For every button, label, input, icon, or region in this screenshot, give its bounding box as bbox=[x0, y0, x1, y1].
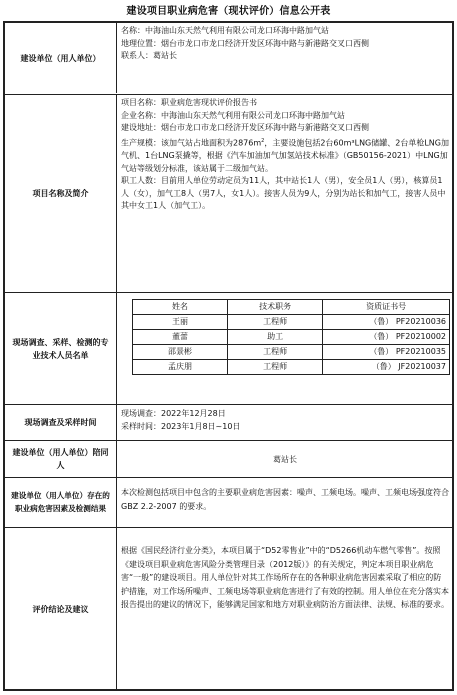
hazards-label: 建设单位（用人单位）存在的职业病危害因素及检测结果 bbox=[5, 478, 117, 527]
row-hazards bbox=[5, 477, 452, 527]
project-scale-superscript: 2 bbox=[261, 137, 265, 144]
hazards-value: 本次检测包括项目中包含的主要职业病危害因素：噪声、工频电场。噪声、工频电场强度符合 GBZ 2.2-2007 的要求。 bbox=[121, 488, 449, 511]
row-project bbox=[5, 94, 452, 292]
project-address: 建设地址：烟台市龙口市龙口经济开发区环海中路与新港路交叉口西侧 bbox=[121, 123, 369, 133]
investigators-label: 现场调查、采样、检测的专业技术人员名单 bbox=[5, 293, 117, 404]
unit-value bbox=[118, 23, 452, 93]
conclusion-value: 根据《国民经济行业分类》，本项目属于“D52零售业”中的“D5266机动车燃气零售”。按照《建设项目职业病危害风险分类管理目录（2012版）》的有关规定，判定本项目职业病危害“一般”的建设项目。用人单位针对其工作场所存在的各种职业病危害因素采取了相应的防护措施，对工作场所噪声、工频电场等职业病危害进行了有效的控制。用人单位在充分落实本报告提出的建议的情况下，能够满足国家和地方对职业病防治方面法律、法规、标准的要求。 bbox=[121, 546, 449, 609]
staff-title: 工程师 bbox=[228, 345, 323, 360]
table-row bbox=[133, 345, 450, 360]
staff-cert: （鲁） JF20210037 bbox=[323, 360, 450, 375]
header-cert: 资质证书号 bbox=[323, 300, 450, 315]
info-table bbox=[3, 21, 454, 691]
staff-cert: （鲁） PF20210036 bbox=[323, 315, 450, 330]
survey-time-value bbox=[118, 405, 452, 440]
project-name: 项目名称：职业病危害现状评价报告书 bbox=[121, 98, 257, 107]
staff-name: 王丽 bbox=[133, 315, 228, 330]
unit-name: 名称：中海油山东天然气利用有限公司龙口环海中路加气站 bbox=[121, 26, 329, 35]
staff-table bbox=[132, 299, 450, 375]
survey-date: 现场调查：2022年12月28日 bbox=[121, 409, 226, 418]
conclusion-label: 评价结论及建议 bbox=[5, 528, 117, 690]
unit-label: 建设单位（用人单位） bbox=[5, 23, 117, 93]
row-unit bbox=[5, 23, 452, 93]
project-scale-text-rest: ，主要设施包括2台60m³LNG储罐、2台单枪LNG加气机、1台LNG泵撬等，根据《汽车加油加气加氢站技术标准》（GB50156-2021）中LNG加气站等级划分标准，该站属于二级加气站。 bbox=[121, 138, 449, 173]
row-companion bbox=[5, 440, 452, 477]
row-survey-time bbox=[5, 404, 452, 440]
project-label: 项目名称及简介 bbox=[5, 95, 117, 292]
companion-label: 建设单位（用人单位）陪同人 bbox=[5, 441, 117, 477]
document-title: 建设项目职业病危害（现状评价）信息公开表 bbox=[126, 6, 331, 17]
staff-table-header bbox=[133, 300, 450, 315]
row-investigators bbox=[5, 292, 452, 404]
companion-value: 葛站长 bbox=[273, 454, 297, 464]
staff-name: 邵景彬 bbox=[133, 345, 228, 360]
table-row bbox=[133, 360, 450, 375]
staff-title: 工程师 bbox=[228, 360, 323, 375]
sampling-date: 采样时间：2023年1月8日~10日 bbox=[121, 421, 241, 431]
staff-name: 孟庆朋 bbox=[133, 360, 228, 375]
header-name: 姓名 bbox=[133, 300, 228, 315]
header-title: 技术职务 bbox=[228, 300, 323, 315]
table-row bbox=[133, 315, 450, 330]
table-row bbox=[133, 330, 450, 345]
project-scale bbox=[121, 135, 449, 175]
unit-contact: 联系人：葛站长 bbox=[121, 51, 177, 61]
staff-title: 工程师 bbox=[228, 315, 323, 330]
survey-time-label: 现场调查及采样时间 bbox=[5, 405, 117, 440]
project-company: 企业名称：中海油山东天然气利用有限公司龙口环海中路加气站 bbox=[121, 110, 345, 120]
row-conclusion bbox=[5, 527, 452, 690]
unit-address: 地理位置：烟台市龙口市龙口经济开发区环海中路与新港路交叉口西侧 bbox=[121, 38, 369, 48]
staff-cert: （鲁） PF20210002 bbox=[323, 330, 450, 345]
project-scale-text: 生产规模：该加气站占地面积为2876m bbox=[121, 138, 262, 148]
project-staff: 职工人数：目前用人单位劳动定员为11人，其中站长1人（男），安全员1人（男），核算员1人（女），加气工8人（男7人，女1人）。接害人员为9人，分别为站长和加气工，接害人员中其中女工1人（加气工）。 bbox=[121, 176, 446, 211]
project-value bbox=[118, 95, 452, 292]
staff-name: 董蕾 bbox=[133, 330, 228, 345]
staff-cert: （鲁） PF20210035 bbox=[323, 345, 450, 360]
investigators-value bbox=[118, 293, 452, 404]
staff-title: 助工 bbox=[228, 330, 323, 345]
